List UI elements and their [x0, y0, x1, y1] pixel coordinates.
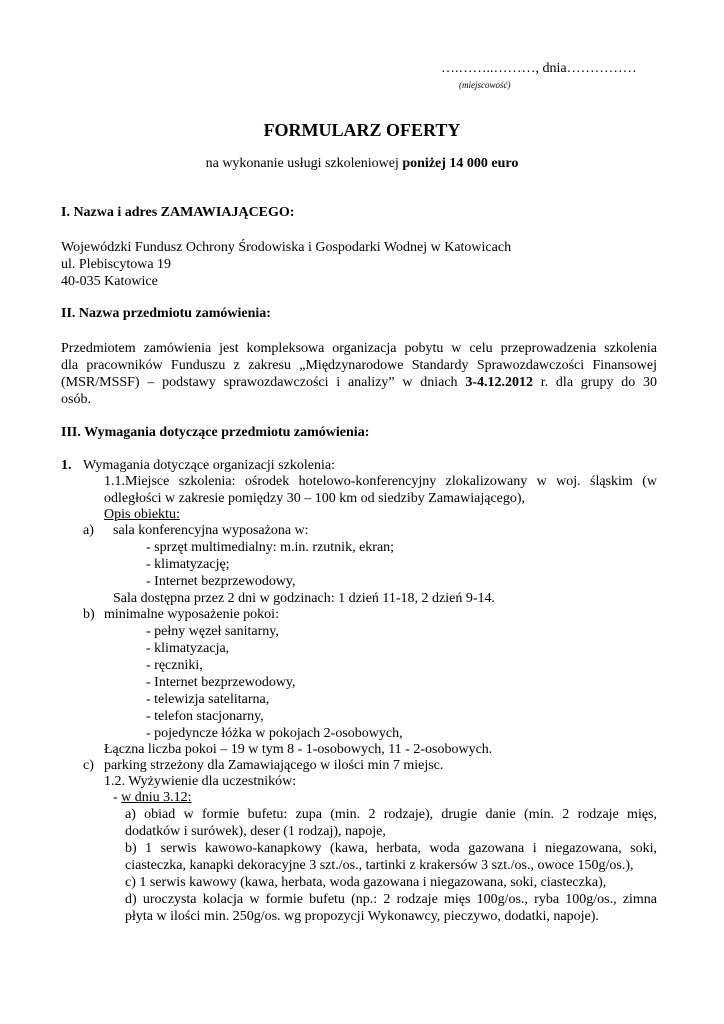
section-2-heading: II. Nazwa przedmiotu zamówienia:: [61, 306, 271, 321]
item-b-text: minimalne wyposażenie pokoi:: [104, 607, 279, 622]
subject-line-3-end: r. dla grupy do 30: [533, 375, 658, 390]
item-a-equipment-3: - Internet bezprzewodowy,: [146, 574, 296, 589]
subject-line-3-text: (MSR/MSSF) – podstawy sprawozdawczości i analizy” w dniach: [61, 375, 466, 390]
item-b-note: Łączna liczba pokoi – 19 w tym 8 - 1-osobowych, 11 - 2-osobowych.: [104, 742, 493, 757]
item-a-equipment-1: - sprzęt multimedialny: m.in. rzutnik, ekran;: [146, 540, 395, 555]
item-1-label: Wymagania dotyczące organizacji szkolenia:: [83, 458, 335, 473]
subject-line-4: osób.: [61, 392, 91, 407]
document-subtitle: [0, 156, 724, 172]
subject-line-1: Przedmiotem zamówienia jest kompleksowa organizacja pobytu w celu przeprowadzenia szkolenia: [61, 341, 657, 356]
object-description-label: Opis obiektu:: [104, 507, 180, 522]
catering-day: [113, 790, 192, 806]
document-title: FORMULARZ OFERTY: [263, 120, 461, 140]
item-a-label: a): [83, 523, 94, 538]
room-equipment-7: - pojedyncze łóżka w pokojach 2-osobowych,: [146, 726, 403, 741]
training-dates: 3-4.12.2012: [465, 375, 533, 390]
meal-d-line-2: płyta w ilości min. 250g/os. wg propozycji Wykonawcy, pieczywo, dodatki, napoje).: [125, 909, 599, 924]
place-caption: (miejscowość): [459, 80, 511, 90]
room-equipment-4: - Internet bezprzewodowy,: [146, 675, 296, 690]
orderer-name: Wojewódzki Fundusz Ochrony Środowiska i Gospodarki Wodnej w Katowicach: [61, 240, 512, 255]
item-a-text: sala konferencyjna wyposażona w:: [113, 523, 309, 538]
orderer-city: 40-035 Katowice: [61, 274, 158, 289]
room-equipment-5: - telewizja satelitarna,: [146, 692, 270, 707]
item-1-number: 1.: [61, 458, 72, 473]
subject-line-3: [61, 375, 657, 391]
catering-day-dash: -: [113, 790, 122, 805]
room-equipment-3: - ręczniki,: [146, 658, 203, 673]
item-c-text: parking strzeżony dla Zamawiającego w ilości min 7 miejsc.: [104, 758, 444, 773]
catering-day-label: w dniu 3.12:: [121, 790, 192, 805]
meal-d-line-1: d) uroczysta kolacja w formie bufetu (np.: 2 rodzaje mięs 100g/os., ryba 100g/os., zimna: [125, 892, 657, 907]
meal-c-line: c) 1 serwis kawowy (kawa, herbata, woda gazowana i niegazowana, soki, ciasteczka),: [125, 875, 607, 890]
room-equipment-2: - klimatyzacja,: [146, 641, 230, 656]
subject-line-2: dla pracowników Funduszu z zakresu „Międzynarodowe Standardy Sprawozdawczości Finansowej: [61, 358, 657, 373]
meal-a-line-1: a) obiad w formie bufetu: zupa (min. 2 rodzaje), drugie danie (min. 2 rodzaje mięs,: [125, 807, 657, 822]
meal-b-line-1: b) 1 serwis kawowo-kanapkowy (kawa, herbata, woda gazowana i niegazowana, soki,: [125, 841, 657, 856]
section-3-heading: III. Wymagania dotyczące przedmiotu zamówienia:: [61, 425, 370, 440]
orderer-street: ul. Plebiscytowa 19: [61, 257, 172, 272]
section-1-heading: I. Nazwa i adres ZAMAWIAJĄCEGO:: [61, 205, 295, 220]
place-line-1: 1.1.Miejsce szkolenia: ośrodek hotelowo-konferencyjny zlokalizowany w woj. śląskim (w: [104, 474, 657, 489]
item-a-equipment-2: - klimatyzację;: [146, 557, 230, 572]
subtitle-text: na wykonanie usługi szkoleniowej: [205, 156, 403, 171]
place-line-2: odległości w zakresie pomiędzy 30 – 100 km od siedziby Zamawiającego),: [104, 491, 526, 506]
subtitle-threshold: poniżej 14 000 euro: [402, 156, 519, 171]
room-equipment-6: - telefon stacjonarny,: [146, 709, 264, 724]
catering-heading: 1.2. Wyżywienie dla uczestników:: [104, 774, 297, 789]
item-c-label: c): [83, 758, 94, 773]
meal-b-line-2: ciasteczka, kanapki dekoracyjne 3 szt./os., tartinki z krakersów 3 szt./os., owoce 150g/os.),: [125, 858, 634, 873]
room-equipment-1: - pełny węzeł sanitarny,: [146, 624, 279, 639]
item-b-label: b): [83, 607, 95, 622]
item-a-note: Sala dostępna przez 2 dni w godzinach: 1 dzień 11-18, 2 dzień 9-14.: [113, 591, 496, 606]
meal-a-line-2: dodatków i surówek), deser (1 rodzaj), napoje,: [125, 824, 386, 839]
place-date-line: ….……..………, dnia……………: [441, 61, 637, 76]
